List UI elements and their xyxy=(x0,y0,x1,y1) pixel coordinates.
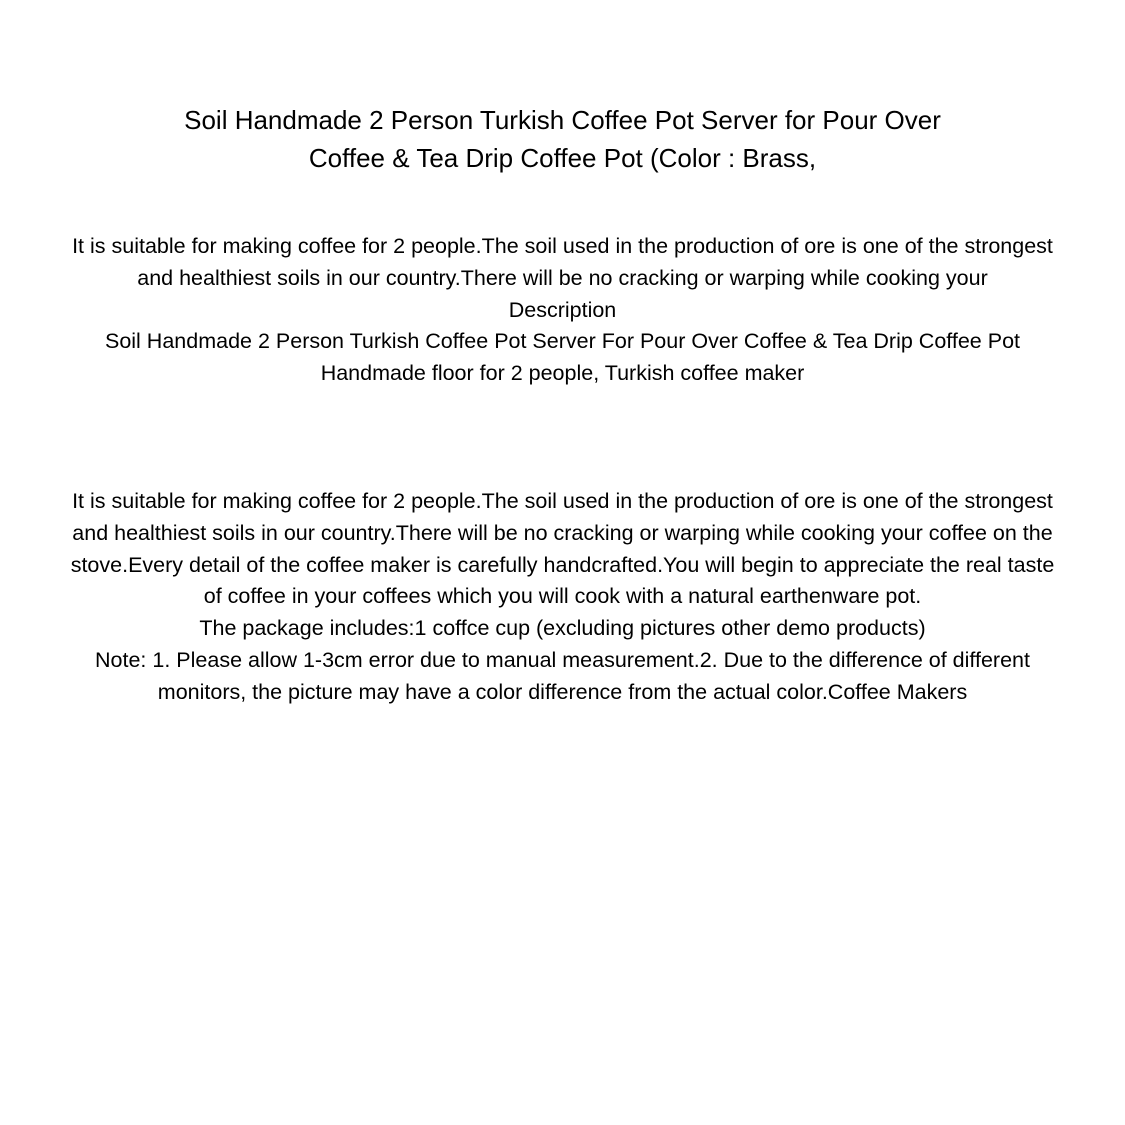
details-body: It is suitable for making coffee for 2 people.The soil used in the production of ore is one of the strongest and healthiest soils in our country.There will be no cracking or warping while cooking your coffee on the stove.Every detail of the coffee maker is carefully handcrafted.You will begin to appreciate the real taste of coffee in your coffees which you will cook with a natural earthenware pot. xyxy=(70,489,1055,609)
summary-intro: It is suitable for making coffee for 2 people.The soil used in the production of ore is one of the strongest and healthiest soils in our country.There will be no cracking or warping while cooking your xyxy=(72,234,1053,290)
details-section xyxy=(62,486,1063,709)
product-title-line-2: Coffee & Tea Drip Coffee Pot (Color : Brass, xyxy=(308,143,817,173)
measurement-note: Note: 1. Please allow 1-3cm error due to manual measurement.2. Due to the difference of different monitors, the picture may have a color difference from the actual color.Coffee Makers xyxy=(95,647,1030,704)
package-contents: The package includes:1 coffce cup (excluding pictures other demo products) xyxy=(199,616,926,641)
description-text: Soil Handmade 2 Person Turkish Coffee Pot Server For Pour Over Coffee & Tea Drip Coffee Pot Handmade floor for 2 people, Turkish coffee maker xyxy=(104,329,1020,386)
product-title-line-1: Soil Handmade 2 Person Turkish Coffee Pot Server for Pour Over xyxy=(184,105,941,135)
summary-section xyxy=(62,231,1063,390)
product-title xyxy=(112,101,1013,177)
description-heading: Description xyxy=(508,297,617,322)
